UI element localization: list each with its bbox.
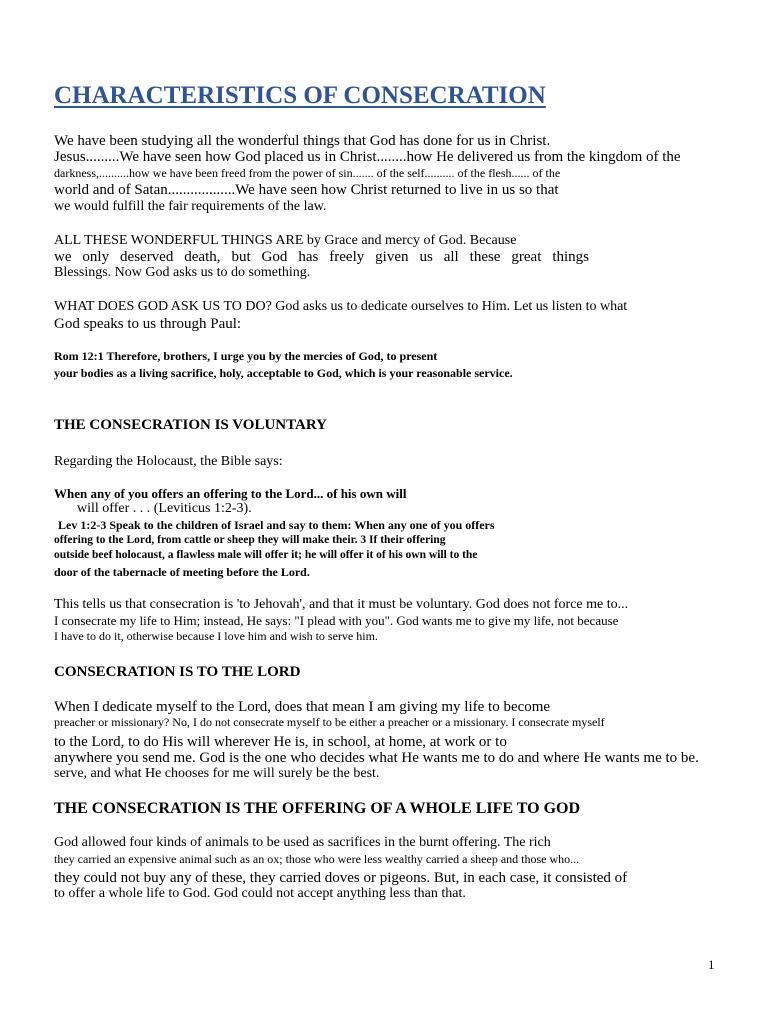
voluntary-text-line-2: I consecrate my life to Him; instead, He says: "I plead with you". God wants me to give my life, not because <box>54 613 619 628</box>
intro-line-2: Jesus.........We have seen how God placed us in Christ........how He delivered us from the kingdom of the <box>54 149 681 165</box>
whole-line-4: to offer a whole life to God. God could not accept anything less than that. <box>54 886 466 901</box>
whole-line-1: God allowed four kinds of animals to be used as sacrifices in the burnt offering. The rich <box>54 835 551 850</box>
grace-line-2: we only deserved death, but God has freely given us all these great things <box>54 249 589 265</box>
voluntary-paragraph: Regarding the Holocaust, the Bible says: <box>54 454 283 469</box>
grace-line-1: ALL THESE WONDERFUL THINGS ARE by Grace and mercy of God. Because <box>54 233 517 248</box>
leviticus-line-2: offering to the Lord, from cattle or sheep they will make their. 3 If their offering <box>54 534 446 546</box>
ask-line-1: WHAT DOES GOD ASK US TO DO? God asks us to dedicate ourselves to Him. Let us listen to what <box>54 299 628 314</box>
page-title: CHARACTERISTICS OF CONSECRATION <box>54 82 546 109</box>
voluntary-quote-line-2: will offer . . . (Leviticus 1:2-3). <box>77 501 252 516</box>
lord-line-4: anywhere you send me. God is the one who decides what He wants me to do and where He wants me to be. <box>54 750 699 766</box>
lord-line-3: to the Lord, to do His will wherever He is, in school, at home, at work or to <box>54 734 507 750</box>
section-heading-lord: CONSECRATION IS TO THE LORD <box>54 664 301 680</box>
intro-line-3: darkness,..........how we have been freed from the power of sin....... of the self.......... of the flesh...... of the <box>54 166 561 180</box>
ask-line-2: God speaks to us through Paul: <box>54 316 242 332</box>
rom-line-2: your bodies as a living sacrifice, holy, acceptable to God, which is your reasonable service. <box>54 366 513 380</box>
lord-line-5: serve, and what He chooses for me will surely be the best. <box>54 766 380 781</box>
voluntary-text-line-3: I have to do it, otherwise because I love him and wish to serve him. <box>54 629 378 643</box>
section-heading-voluntary: THE CONSECRATION IS VOLUNTARY <box>54 417 327 433</box>
voluntary-text-line-1: This tells us that consecration is 'to Jehovah', and that it must be voluntary. God does not force me to... <box>54 597 629 612</box>
grace-line-3: Blessings. Now God asks us to do something. <box>54 265 311 280</box>
rom-line-1: Rom 12:1 Therefore, brothers, I urge you by the mercies of God, to present <box>54 349 438 363</box>
page-number: 1 <box>708 957 715 972</box>
intro-line-1: We have been studying all the wonderful things that God has done for us in Christ. <box>54 133 551 149</box>
leviticus-line-3: outside beef holocaust, a flawless male will offer it; he will offer it of his own will to the <box>54 549 478 561</box>
voluntary-quote-line-1: When any of you offers an offering to the Lord... of his own will <box>54 486 407 501</box>
leviticus-line-1: Lev 1:2-3 Speak to the children of Israel and say to them: When any one of you offers <box>58 518 495 532</box>
leviticus-line-4: door of the tabernacle of meeting before the Lord. <box>54 565 310 579</box>
lord-line-2: preacher or missionary? No, I do not consecrate myself to be either a preacher or a missionary. I consecrate myself <box>54 715 605 729</box>
lord-line-1: When I dedicate myself to the Lord, does that mean I am giving my life to become <box>54 699 551 715</box>
whole-line-2: they carried an expensive animal such as an ox; those who were less wealthy carried a sheep and those who... <box>54 852 580 866</box>
intro-line-4: world and of Satan..................We have seen how Christ returned to live in us so that <box>54 182 559 198</box>
intro-line-5: we would fulfill the fair requirements of the law. <box>54 199 327 214</box>
section-heading-whole-life: THE CONSECRATION IS THE OFFERING OF A WHOLE LIFE TO GOD <box>54 800 581 817</box>
whole-line-3: they could not buy any of these, they carried doves or pigeons. But, in each case, it consisted of <box>54 870 628 886</box>
